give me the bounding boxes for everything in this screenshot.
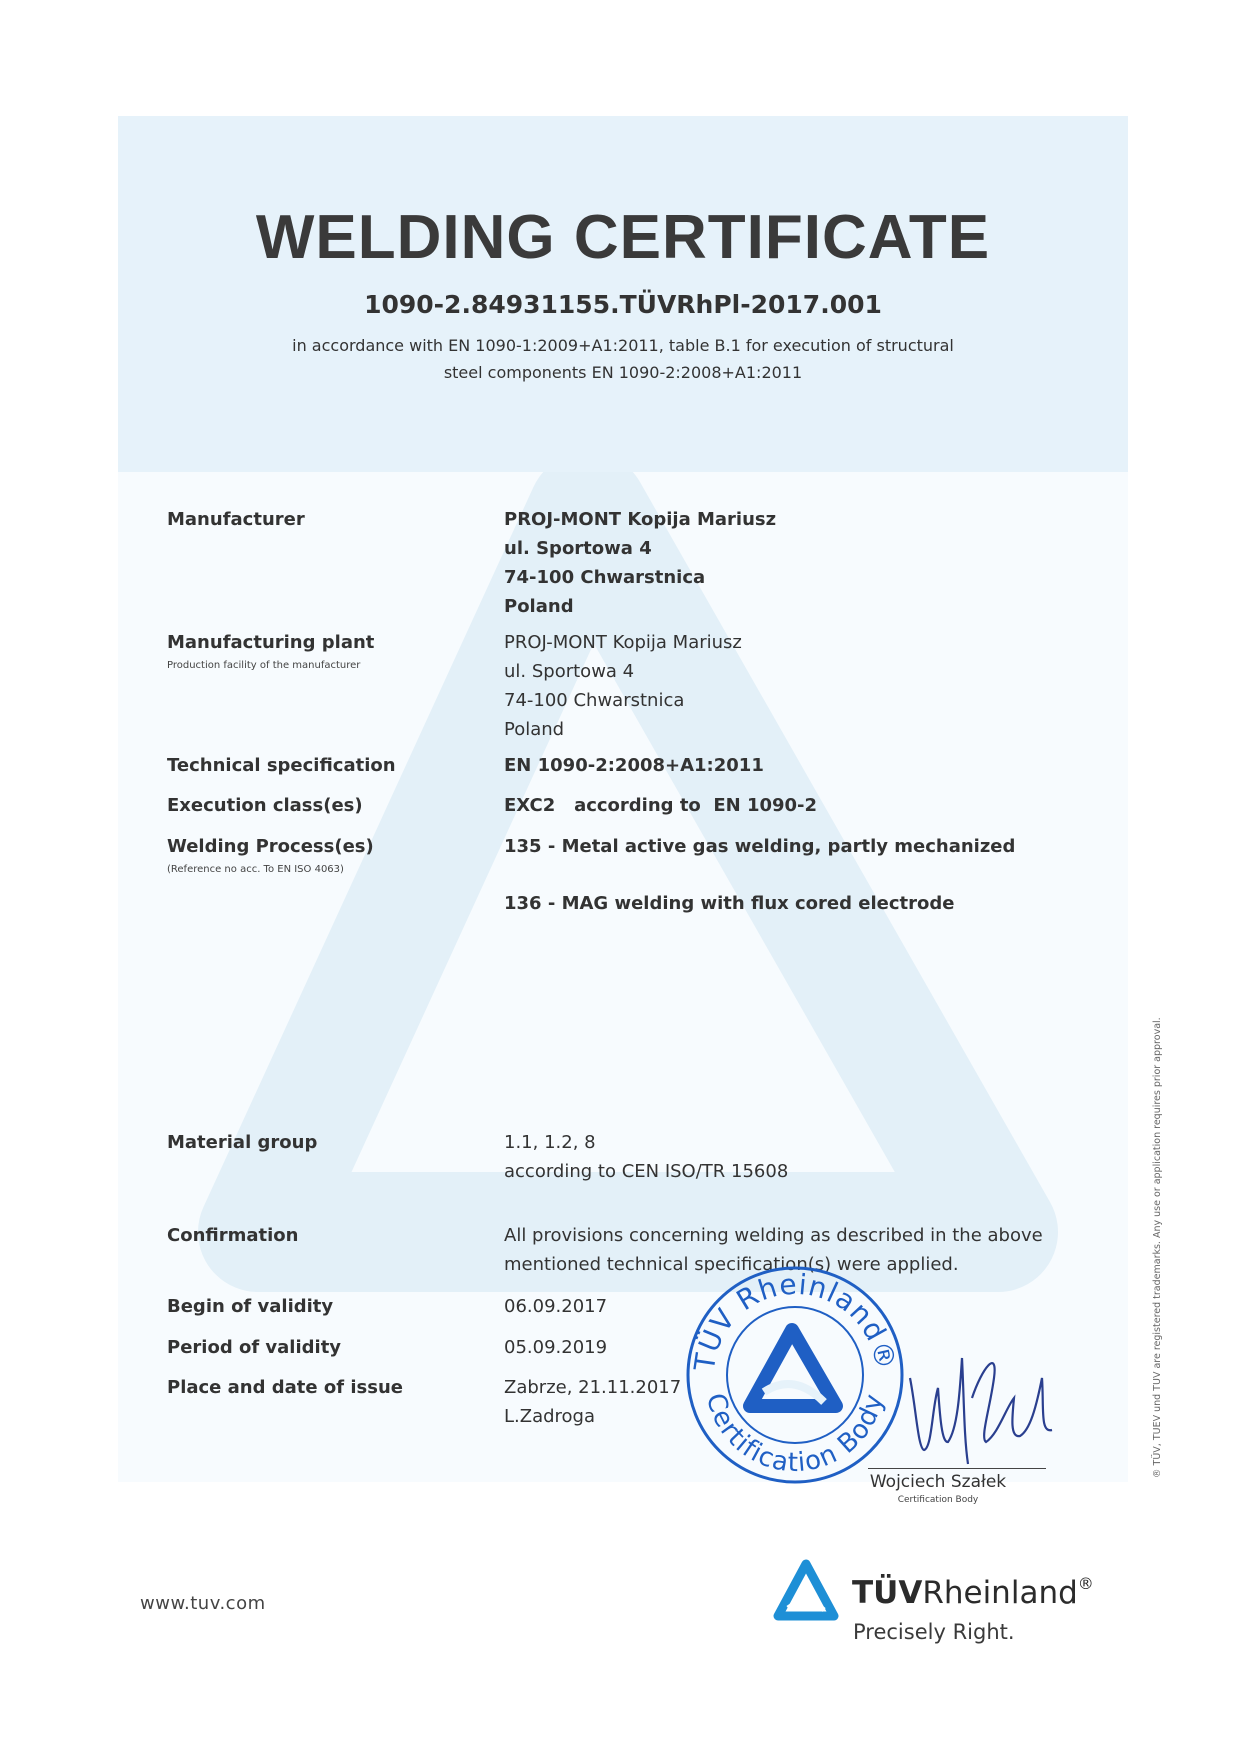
tuv-logo-triangle-icon	[772, 1558, 840, 1622]
confirmation-line: All provisions concerning welding as described in the above	[504, 1225, 1043, 1246]
plant-sublabel: Production facility of the manufacturer	[167, 660, 361, 671]
handwritten-signature-icon	[902, 1338, 1062, 1468]
svg-text:Certification Body: Certification Body	[699, 1390, 891, 1479]
plant-label: Manufacturing plant	[167, 632, 375, 653]
website-link[interactable]: www.tuv.com	[140, 1593, 266, 1614]
manufacturer-label: Manufacturer	[167, 509, 305, 530]
material-group-label: Material group	[167, 1132, 318, 1153]
certificate-title: WELDING CERTIFICATE	[255, 203, 991, 272]
signature-line	[868, 1468, 1046, 1469]
material-group-value	[504, 1128, 788, 1186]
place-date-line: L.Zadroga	[504, 1406, 596, 1427]
plant-value	[504, 628, 742, 744]
brand-tagline: Precisely Right.	[853, 1620, 1015, 1644]
confirmation-line: mentioned technical specification(s) were applied.	[504, 1254, 959, 1275]
trademark-note: ® TÜV, TUEV und TUV are registered trademarks. Any use or application requires prior approval.	[1152, 1017, 1163, 1478]
place-date-value	[504, 1373, 681, 1431]
period-validity-value: 05.09.2019	[504, 1337, 608, 1358]
place-date-label: Place and date of issue	[167, 1377, 403, 1398]
material-group-line: according to CEN ISO/TR 15608	[504, 1161, 789, 1182]
manufacturer-line: ul. Sportowa 4	[504, 538, 652, 559]
begin-validity-value: 06.09.2017	[504, 1296, 608, 1317]
technical-spec-label: Technical specification	[167, 755, 396, 776]
brand-bold: TÜV	[852, 1575, 923, 1611]
svg-text:TÜV Rheinland®: TÜV Rheinland®	[687, 1267, 903, 1374]
execution-class-value: EXC2 according to EN 1090-2	[504, 795, 818, 816]
signer-name: Wojciech Szałek	[869, 1472, 1007, 1492]
welding-process-label: Welding Process(es)	[167, 836, 374, 857]
signer-role: Certification Body	[897, 1495, 979, 1505]
manufacturer-line: PROJ-MONT Kopija Mariusz	[504, 509, 777, 530]
tuv-seal-stamp-icon	[684, 1264, 906, 1486]
welding-process-1: 135 - Metal active gas welding, partly mechanized	[504, 836, 1016, 857]
brand-rest: Rheinland	[922, 1575, 1078, 1611]
plant-line: PROJ-MONT Kopija Mariusz	[504, 632, 742, 653]
accordance-line-2: steel components EN 1090-2:2008+A1:2011	[443, 363, 803, 382]
place-date-line: Zabrze, 21.11.2017	[504, 1377, 682, 1398]
material-group-line: 1.1, 1.2, 8	[504, 1132, 596, 1153]
plant-line: 74-100 Chwarstnica	[504, 690, 685, 711]
period-validity-label: Period of validity	[167, 1337, 342, 1358]
accordance-text	[250, 332, 996, 386]
certificate-number: 1090-2.84931155.TÜVRhPl-2017.001	[364, 290, 882, 319]
plant-line: Poland	[504, 719, 565, 740]
watermark-triangle-icon	[118, 472, 1128, 1482]
technical-spec-value: EN 1090-2:2008+A1:2011	[504, 755, 764, 776]
confirmation-label: Confirmation	[167, 1225, 299, 1246]
plant-line: ul. Sportowa 4	[504, 661, 635, 682]
welding-process-2: 136 - MAG welding with flux cored electrode	[504, 893, 955, 914]
accordance-line-1: in accordance with EN 1090-1:2009+A1:2011, table B.1 for execution of structural	[292, 336, 954, 355]
welding-process-sublabel: (Reference no acc. To EN ISO 4063)	[167, 864, 344, 875]
manufacturer-line: 74-100 Chwarstnica	[504, 567, 706, 588]
begin-validity-label: Begin of validity	[167, 1296, 334, 1317]
manufacturer-line: Poland	[504, 596, 574, 617]
execution-class-label: Execution class(es)	[167, 795, 363, 816]
manufacturer-value	[504, 505, 776, 621]
brand-reg: ®	[1077, 1574, 1094, 1593]
tuv-brand-logo	[852, 1574, 1094, 1611]
